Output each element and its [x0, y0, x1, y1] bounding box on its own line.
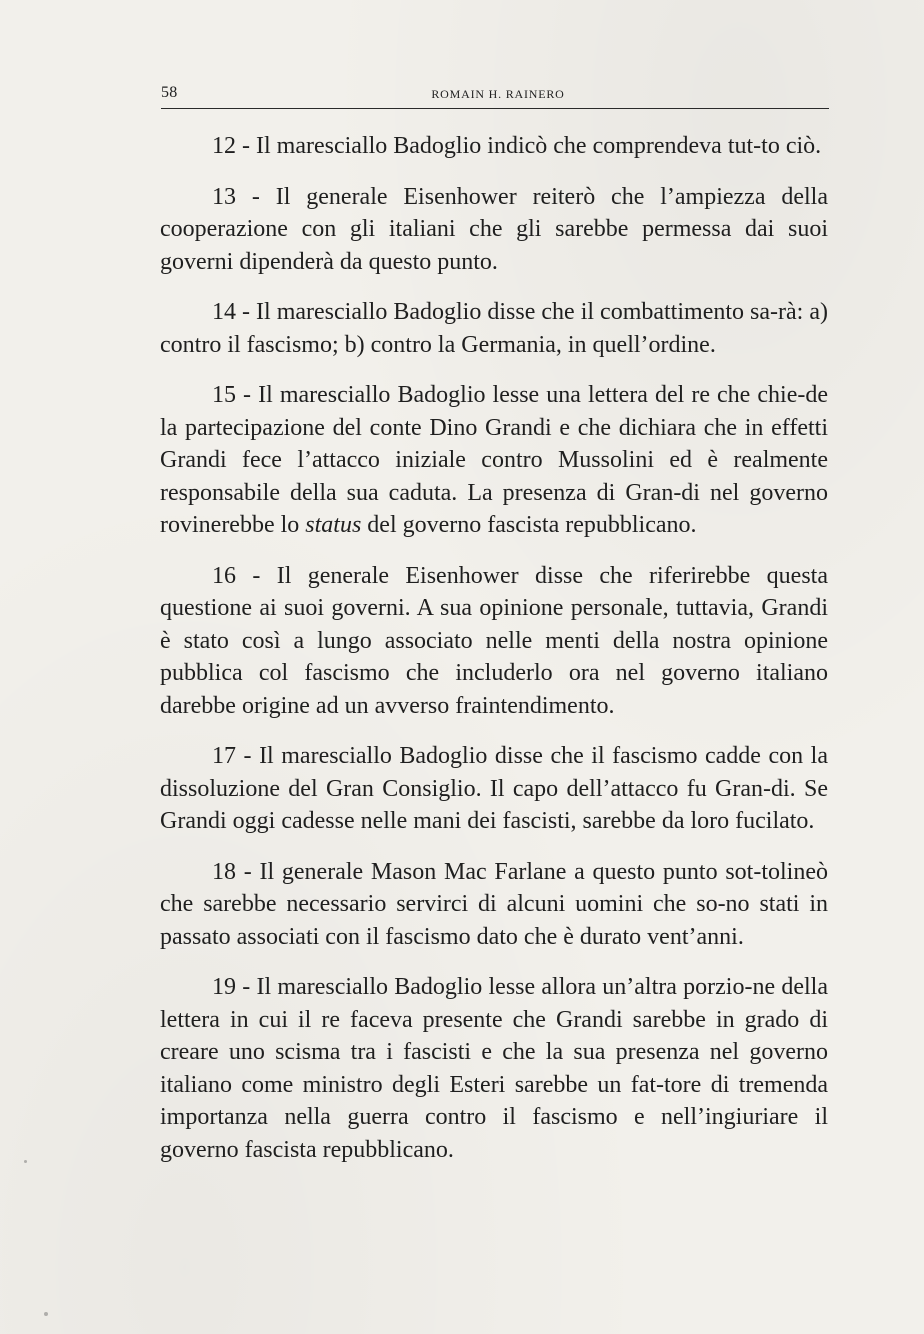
- paragraph-text: Il maresciallo Badoglio indicò che comprendeva tut-to ciò.: [256, 133, 822, 159]
- page-number: 58: [161, 84, 178, 101]
- paragraph-12: [160, 130, 828, 163]
- paragraph-number: 19: [212, 974, 236, 1000]
- paragraph-16: [160, 560, 828, 723]
- paragraph-14: [160, 296, 828, 361]
- paragraph-separator: -: [236, 133, 256, 159]
- paragraph-13: [160, 181, 828, 279]
- paragraph-number: 17: [212, 743, 236, 769]
- paragraph-number: 15: [212, 382, 236, 408]
- paragraph-text: Il generale Eisenhower reiterò che l’ampiezza della cooperazione con gli italiani che gli sarebbe permessa dai suoi governi dipenderà da questo punto.: [160, 183, 828, 275]
- paragraph-text: Il maresciallo Badoglio disse che il fascismo cadde con la dissoluzione del Gran Consiglio. Il capo dell’attacco fu Gran-di. Se Grandi oggi cadesse nelle mani dei fascisti, sarebbe da loro fucilato.: [160, 743, 828, 834]
- paragraph-text: Il generale Eisenhower disse che riferirebbe questa questione ai suoi governi. A sua opinione personale, tuttavia, Grandi è stato così a lungo associato nelle menti della nostra opinione pubblica col fascismo che includerlo ora nel governo italiano darebbe origine ad un avverso fraintendimento.: [160, 562, 828, 719]
- paragraph-separator: -: [236, 974, 257, 1000]
- paragraph-number: 14: [212, 299, 236, 325]
- paper-speck: [44, 1312, 48, 1316]
- paragraph-separator: -: [236, 858, 260, 885]
- paragraph-text: Il maresciallo Badoglio disse che il combattimento sa-rà: a) contro il fascismo; b) contro la Germania, in quell’ordine.: [160, 299, 828, 358]
- paragraph-separator: -: [236, 299, 257, 325]
- paragraph-number: 18: [212, 858, 236, 885]
- paragraph-text: Il maresciallo Badoglio lesse una lettera del re che chie-de la partecipazione del conte Dino Grandi e che dichiara che in effetti Grandi fece l’attacco iniziale contro Mussolini ed è realmente responsabile della sua caduta. La presenza di Gran-di nel governo rovinerebbe lo: [160, 382, 828, 538]
- paragraph-separator: -: [236, 743, 260, 769]
- paragraph-text-continued: del governo fascista repubblicano.: [361, 512, 697, 538]
- paragraph-separator: -: [236, 562, 277, 589]
- page-header: [161, 84, 829, 106]
- paper-speck: [24, 1160, 27, 1163]
- paragraph-17: [160, 740, 828, 838]
- paragraph-19: [160, 971, 828, 1166]
- paragraph-text: Il generale Mason Mac Farlane a questo punto sot-tolineò che sarebbe necessario servirci di alcuni uomini che so-no stati in passato associati con il fascismo dato che è durato vent’anni.: [160, 858, 828, 950]
- header-rule: [161, 108, 829, 109]
- paragraph-18: [160, 856, 828, 954]
- body-text: [160, 130, 828, 1184]
- paragraph-number: 16: [212, 562, 236, 589]
- paragraph-text: Il maresciallo Badoglio lesse allora un’altra porzio-ne della lettera in cui il re faceva presente che Grandi sarebbe in grado di creare uno scisma tra i fascisti e che la sua presenza nel governo italiano come ministro degli Esteri sarebbe un fat-tore di tremenda importanza nella guerra contro il fascismo e nell’ingiuriare il governo fascista repubblicano.: [160, 974, 829, 1163]
- running-head: ROMAIN H. RAINERO: [431, 87, 565, 101]
- paragraph-number: 12: [212, 133, 236, 159]
- paragraph-number: 13: [212, 183, 236, 210]
- paragraph-15: [160, 379, 828, 542]
- italic-term: status: [305, 512, 362, 538]
- paragraph-separator: -: [236, 382, 259, 408]
- paragraph-separator: -: [236, 183, 276, 210]
